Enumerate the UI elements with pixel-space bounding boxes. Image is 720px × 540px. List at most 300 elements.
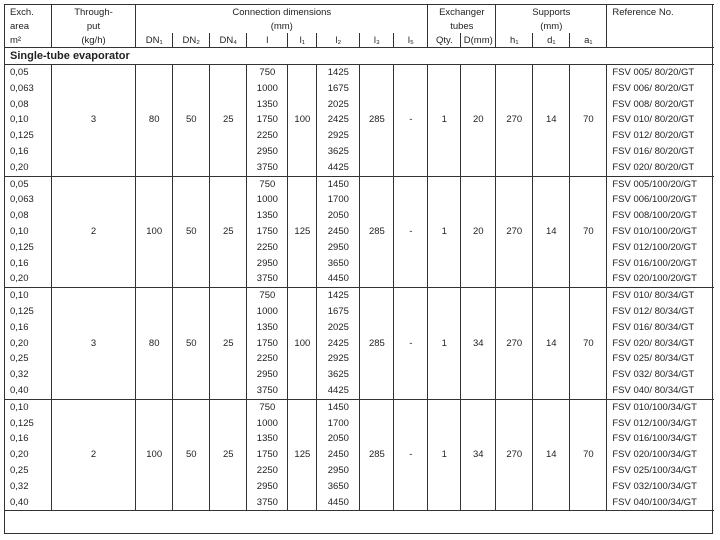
cell-l5 [394, 160, 428, 176]
cell-dn4 [210, 65, 247, 81]
table-header [4, 5, 714, 48]
cell-l2: 4450 [317, 271, 360, 287]
cell-dmm [461, 351, 496, 367]
cell-l2: 1700 [317, 192, 360, 208]
cell-dn1 [136, 320, 173, 336]
cell-d1 [533, 320, 570, 336]
cell-l: 750 [247, 399, 288, 415]
cell-ref: FSV 032/ 80/34/GT [607, 367, 714, 383]
cell-qty [428, 320, 461, 336]
cell-l2: 2925 [317, 128, 360, 144]
cell-ref: FSV 006/ 80/20/GT [607, 81, 714, 97]
cell-l2: 3650 [317, 479, 360, 495]
cell-l3 [360, 144, 394, 160]
cell-l3 [360, 320, 394, 336]
cell-qty: 1 [428, 447, 461, 463]
cell-area: 0,16 [10, 257, 29, 269]
cell-l3: 285 [360, 112, 394, 128]
cell-h1 [496, 431, 533, 447]
cell-d1 [533, 304, 570, 320]
cell-l: 3750 [247, 495, 288, 511]
cell-dn2 [173, 65, 210, 81]
cell-throughput [51, 367, 135, 383]
cell-l3 [360, 399, 394, 415]
cell-l2: 1425 [317, 65, 360, 81]
throughput-header-2: put [51, 19, 135, 33]
cell-l5 [394, 367, 428, 383]
cell-dn1: 100 [136, 224, 173, 240]
cell-l2: 4425 [317, 160, 360, 176]
cell-l: 1750 [247, 112, 288, 128]
cell-dn4 [210, 97, 247, 113]
cell-a1 [570, 144, 607, 160]
cell-dn4 [210, 208, 247, 224]
table-row [4, 463, 714, 479]
cell-l: 2950 [247, 144, 288, 160]
cell-throughput [51, 128, 135, 144]
cell-l2: 2950 [317, 240, 360, 256]
cell-dn2 [173, 160, 210, 176]
cell-dn2: 50 [173, 224, 210, 240]
cell-dn2 [173, 304, 210, 320]
cell-a1 [570, 240, 607, 256]
cell-dn2 [173, 495, 210, 511]
cell-qty [428, 97, 461, 113]
cell-area: 0,32 [10, 480, 29, 492]
cell-h1 [496, 81, 533, 97]
cell-d1 [533, 271, 570, 287]
exch-area-header-1: Exch. [4, 5, 51, 20]
cell-h1 [496, 271, 533, 287]
cell-dn1 [136, 160, 173, 176]
cell-d1: 14 [533, 447, 570, 463]
cell-l3 [360, 431, 394, 447]
throughput-header-1: Through- [51, 5, 135, 20]
cell-a1 [570, 288, 607, 304]
cell-l3 [360, 383, 394, 399]
table-row [4, 208, 714, 224]
table-row [4, 256, 714, 272]
cell-dn4 [210, 304, 247, 320]
cell-dn2 [173, 320, 210, 336]
exch-area-header-3: m² [4, 33, 51, 48]
cell-l3: 285 [360, 447, 394, 463]
cell-a1 [570, 367, 607, 383]
table-row [4, 288, 714, 304]
cell-l: 2950 [247, 479, 288, 495]
cell-ref: FSV 008/100/20/GT [607, 208, 714, 224]
reference-blank [607, 19, 714, 33]
cell-dn4 [210, 271, 247, 287]
cell-dn4 [210, 383, 247, 399]
cell-area: 0,25 [10, 353, 29, 365]
table-row [4, 65, 714, 81]
cell-throughput [51, 495, 135, 511]
cell-qty: 1 [428, 336, 461, 352]
table-row [4, 431, 714, 447]
cell-l5 [394, 288, 428, 304]
cell-dn4 [210, 128, 247, 144]
cell-l3 [360, 65, 394, 81]
cell-l5 [394, 304, 428, 320]
cell-qty [428, 479, 461, 495]
cell-ref: FSV 005/ 80/20/GT [607, 65, 714, 81]
cell-l: 2250 [247, 463, 288, 479]
cell-qty [428, 160, 461, 176]
cell-qty [428, 192, 461, 208]
throughput-header-3: (kg/h) [51, 33, 135, 48]
cell-l1 [288, 192, 317, 208]
cell-ref: FSV 020/100/20/GT [607, 271, 714, 287]
cell-throughput [51, 288, 135, 304]
cell-l3 [360, 271, 394, 287]
cell-area: 0,40 [4, 383, 51, 399]
cell-dn2 [173, 479, 210, 495]
cell-h1 [496, 176, 533, 192]
cell-dn1 [136, 431, 173, 447]
cell-h1 [496, 160, 533, 176]
cell-area: 0,063 [10, 194, 34, 206]
cell-ref: FSV 032/100/34/GT [607, 479, 714, 495]
cell-l: 1350 [247, 208, 288, 224]
cell-l1: 100 [288, 112, 317, 128]
cell-l5: - [394, 336, 428, 352]
cell-dmm [461, 271, 496, 287]
cell-l2: 2025 [317, 97, 360, 113]
cell-dn4 [210, 256, 247, 272]
cell-l3: 285 [360, 336, 394, 352]
cell-dn2 [173, 367, 210, 383]
cell-dmm [461, 65, 496, 81]
cell-throughput [51, 240, 135, 256]
cell-area: 0,40 [4, 495, 51, 511]
cell-dn2 [173, 399, 210, 415]
cell-l5 [394, 479, 428, 495]
cell-dmm [461, 288, 496, 304]
cell-area: 0,20 [4, 160, 51, 176]
cell-l2: 2050 [317, 208, 360, 224]
cell-dmm [461, 160, 496, 176]
cell-a1 [570, 176, 607, 192]
cell-l3 [360, 463, 394, 479]
cell-d1: 14 [533, 224, 570, 240]
cell-a1: 70 [570, 112, 607, 128]
cell-d1: 14 [533, 336, 570, 352]
cell-l2: 3650 [317, 256, 360, 272]
cell-dn2 [173, 383, 210, 399]
cell-l2: 3625 [317, 144, 360, 160]
cell-qty [428, 431, 461, 447]
cell-l1 [288, 144, 317, 160]
cell-l3 [360, 240, 394, 256]
cell-d1 [533, 416, 570, 432]
cell-h1 [496, 304, 533, 320]
cell-l: 1750 [247, 336, 288, 352]
cell-l1 [288, 367, 317, 383]
cell-ref: FSV 025/100/34/GT [607, 463, 714, 479]
cell-dn2 [173, 97, 210, 113]
cell-h1 [496, 192, 533, 208]
cell-a1 [570, 399, 607, 415]
cell-area: 0,125 [10, 241, 34, 253]
cell-l1 [288, 431, 317, 447]
cell-l: 1350 [247, 320, 288, 336]
connection-unit-header: (mm) [136, 19, 428, 33]
cell-dn1 [136, 128, 173, 144]
cell-a1 [570, 128, 607, 144]
cell-l2: 2925 [317, 351, 360, 367]
cell-throughput [51, 383, 135, 399]
cell-dn1 [136, 383, 173, 399]
cell-l3 [360, 81, 394, 97]
cell-area: 0,08 [10, 210, 29, 222]
cell-dn1: 80 [136, 112, 173, 128]
col-dn4: DN₄ [210, 33, 247, 48]
table-row [4, 176, 714, 192]
cell-l1 [288, 383, 317, 399]
cell-h1 [496, 416, 533, 432]
cell-l5 [394, 81, 428, 97]
cell-area: 0,125 [10, 305, 34, 317]
table-row [4, 304, 714, 320]
cell-l2: 2050 [317, 431, 360, 447]
cell-dn1 [136, 463, 173, 479]
cell-qty [428, 256, 461, 272]
cell-dn4 [210, 144, 247, 160]
cell-l1: 100 [288, 336, 317, 352]
cell-d1 [533, 176, 570, 192]
cell-l1 [288, 271, 317, 287]
cell-l: 2950 [247, 256, 288, 272]
cell-l5 [394, 97, 428, 113]
cell-l: 1000 [247, 81, 288, 97]
cell-area: 0,10 [10, 401, 29, 413]
cell-d1 [533, 431, 570, 447]
cell-throughput [51, 431, 135, 447]
table-row [4, 192, 714, 208]
cell-l1 [288, 320, 317, 336]
cell-d1 [533, 463, 570, 479]
cell-area: 0,08 [10, 98, 29, 110]
cell-area: 0,20 [10, 449, 29, 461]
cell-dn4 [210, 367, 247, 383]
cell-ref: FSV 010/ 80/20/GT [607, 112, 714, 128]
reference-header: Reference No. [607, 5, 714, 20]
cell-l: 2950 [247, 367, 288, 383]
cell-h1: 270 [496, 112, 533, 128]
cell-dn1: 100 [136, 447, 173, 463]
col-l5: l₅ [394, 33, 428, 48]
cell-throughput: 3 [51, 112, 135, 128]
cell-dmm [461, 320, 496, 336]
cell-l3 [360, 176, 394, 192]
cell-throughput [51, 81, 135, 97]
cell-d1 [533, 208, 570, 224]
cell-dn4: 25 [210, 224, 247, 240]
cell-a1 [570, 271, 607, 287]
cell-a1 [570, 160, 607, 176]
cell-dn2: 50 [173, 336, 210, 352]
cell-area: 0,10 [10, 114, 29, 126]
cell-a1 [570, 208, 607, 224]
cell-l: 1350 [247, 97, 288, 113]
cell-d1 [533, 81, 570, 97]
cell-ref: FSV 012/ 80/20/GT [607, 128, 714, 144]
cell-l5: - [394, 224, 428, 240]
cell-l: 1350 [247, 431, 288, 447]
cell-qty [428, 288, 461, 304]
cell-dn2 [173, 256, 210, 272]
cell-l2: 3625 [317, 367, 360, 383]
cell-h1 [496, 144, 533, 160]
cell-dmm [461, 367, 496, 383]
cell-l5: - [394, 447, 428, 463]
cell-ref: FSV 006/100/20/GT [607, 192, 714, 208]
cell-l5 [394, 399, 428, 415]
cell-l2: 1425 [317, 288, 360, 304]
cell-l2: 2425 [317, 336, 360, 352]
cell-d1 [533, 192, 570, 208]
col-l1: l₁ [288, 33, 317, 48]
cell-dmm [461, 416, 496, 432]
table-row [4, 271, 714, 287]
exchanger-tubes-header: Exchanger [428, 5, 496, 20]
cell-area: 0,16 [10, 145, 29, 157]
cell-a1 [570, 416, 607, 432]
cell-dmm [461, 128, 496, 144]
table-row [4, 351, 714, 367]
cell-dmm [461, 176, 496, 192]
cell-dn2 [173, 271, 210, 287]
cell-l5 [394, 463, 428, 479]
cell-h1: 270 [496, 224, 533, 240]
cell-d1 [533, 65, 570, 81]
cell-dn2: 50 [173, 112, 210, 128]
cell-h1 [496, 97, 533, 113]
col-l: l [247, 33, 288, 48]
cell-ref: FSV 016/ 80/34/GT [607, 320, 714, 336]
cell-l3 [360, 288, 394, 304]
cell-dn1 [136, 192, 173, 208]
cell-l: 1000 [247, 416, 288, 432]
cell-dn1 [136, 367, 173, 383]
cell-dn4 [210, 176, 247, 192]
cell-area: 0,05 [10, 178, 29, 190]
cell-dn1 [136, 240, 173, 256]
cell-throughput [51, 304, 135, 320]
cell-qty [428, 176, 461, 192]
cell-dn1 [136, 144, 173, 160]
cell-h1: 270 [496, 336, 533, 352]
table-row [4, 399, 714, 415]
cell-throughput [51, 192, 135, 208]
cell-dn1: 80 [136, 336, 173, 352]
cell-a1 [570, 320, 607, 336]
cell-throughput [51, 463, 135, 479]
cell-throughput: 2 [51, 447, 135, 463]
cell-a1 [570, 97, 607, 113]
cell-l3: 285 [360, 224, 394, 240]
cell-d1 [533, 367, 570, 383]
cell-qty [428, 65, 461, 81]
cell-dn2 [173, 351, 210, 367]
cell-l1 [288, 160, 317, 176]
cell-dn2 [173, 128, 210, 144]
cell-l5 [394, 431, 428, 447]
cell-h1 [496, 320, 533, 336]
cell-l5 [394, 271, 428, 287]
cell-h1 [496, 65, 533, 81]
cell-dn2 [173, 416, 210, 432]
cell-area: 0,125 [10, 417, 34, 429]
cell-l3 [360, 160, 394, 176]
cell-l3 [360, 304, 394, 320]
cell-ref: FSV 010/100/34/GT [607, 399, 714, 415]
cell-area: 0,16 [10, 321, 29, 333]
cell-l: 1750 [247, 447, 288, 463]
cell-qty [428, 351, 461, 367]
cell-dmm [461, 463, 496, 479]
cell-l1 [288, 495, 317, 511]
cell-l: 750 [247, 288, 288, 304]
cell-dn4: 25 [210, 112, 247, 128]
cell-dmm [461, 304, 496, 320]
cell-area: 0,05 [10, 67, 29, 78]
table-row [4, 479, 714, 495]
cell-ref: FSV 025/ 80/34/GT [607, 351, 714, 367]
cell-d1: 14 [533, 112, 570, 128]
cell-l: 1000 [247, 304, 288, 320]
cell-l5 [394, 256, 428, 272]
cell-l2: 2425 [317, 112, 360, 128]
table-row [4, 160, 714, 176]
table-row [4, 224, 714, 240]
cell-qty [428, 399, 461, 415]
table-row [4, 336, 714, 352]
cell-dn4 [210, 192, 247, 208]
cell-dmm [461, 240, 496, 256]
cell-l2: 2025 [317, 320, 360, 336]
cell-h1 [496, 288, 533, 304]
cell-l1 [288, 208, 317, 224]
cell-dmm: 20 [461, 224, 496, 240]
cell-area: 0,20 [10, 337, 29, 349]
cell-ref: FSV 016/100/34/GT [607, 431, 714, 447]
cell-l5 [394, 383, 428, 399]
cell-l3 [360, 479, 394, 495]
cell-l2: 2450 [317, 224, 360, 240]
cell-dmm [461, 256, 496, 272]
cell-l1 [288, 97, 317, 113]
cell-a1 [570, 495, 607, 511]
cell-a1: 70 [570, 336, 607, 352]
cell-throughput [51, 65, 135, 81]
cell-throughput [51, 176, 135, 192]
table-row [4, 447, 714, 463]
cell-throughput [51, 416, 135, 432]
cell-dn1 [136, 81, 173, 97]
cell-area: 0,20 [4, 271, 51, 287]
cell-l1 [288, 479, 317, 495]
col-l2: l₂ [317, 33, 360, 48]
cell-l5 [394, 65, 428, 81]
cell-ref: FSV 040/100/34/GT [607, 495, 714, 511]
cell-l2: 4425 [317, 383, 360, 399]
table-row [4, 81, 714, 97]
cell-h1 [496, 367, 533, 383]
cell-ref: FSV 020/ 80/20/GT [607, 160, 714, 176]
cell-ref: FSV 010/100/20/GT [607, 224, 714, 240]
